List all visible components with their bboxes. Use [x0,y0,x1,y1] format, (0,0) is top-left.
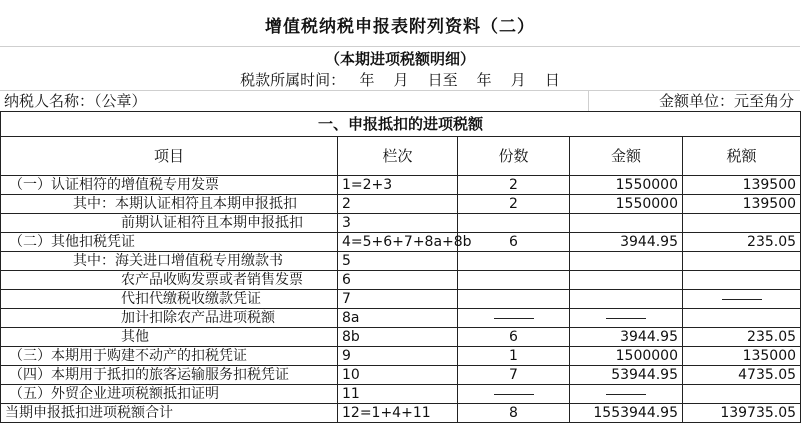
row-count: 2 [458,176,570,195]
row-count: 6 [458,233,570,252]
taxpayer-row-divider [588,91,589,111]
row-amount [570,252,683,271]
row-tax: 135000 [683,347,801,366]
row-tax [683,252,801,271]
row-item: （三）本期用于购建不动产的扣税凭证 [1,347,338,366]
table-row [1,290,801,309]
row-tax: 139500 [683,195,801,214]
row-count [458,309,570,328]
header-column-no: 栏次 [338,137,458,176]
row-tax [683,290,801,309]
row-amount: 3944.95 [570,328,683,347]
row-count [458,385,570,404]
row-column-no: 10 [338,366,458,385]
row-amount: 1553944.95 [570,404,683,423]
row-count [458,214,570,233]
row-amount: 1550000 [570,176,683,195]
input-tax-table [0,111,801,423]
row-column-no: 9 [338,347,458,366]
row-amount [570,309,683,328]
header-item: 项目 [1,137,338,176]
row-column-no: 4=5+6+7+8a+8b [338,233,458,252]
table-row [1,347,801,366]
table-row [1,385,801,404]
amount-unit-label: 金额单位：元至角分 [658,92,794,110]
row-column-no: 1=2+3 [338,176,458,195]
row-item: 代扣代缴税收缴款凭证 [1,290,338,309]
not-applicable-dash [606,318,646,319]
section-title: 一、申报抵扣的进项税额 [1,112,801,137]
row-amount: 53944.95 [570,366,683,385]
table-row [1,366,801,385]
row-tax: 235.05 [683,233,801,252]
row-tax [683,309,801,328]
row-count [458,271,570,290]
row-amount: 1500000 [570,347,683,366]
row-amount: 3944.95 [570,233,683,252]
row-item: 其中：本期认证相符且本期申报抵扣 [1,195,338,214]
row-item: （五）外贸企业进项税额抵扣证明 [1,385,338,404]
row-column-no: 11 [338,385,458,404]
row-tax: 4735.05 [683,366,801,385]
row-amount [570,290,683,309]
row-count: 2 [458,195,570,214]
row-count: 6 [458,328,570,347]
row-item: （四）本期用于抵扣的旅客运输服务扣税凭证 [1,366,338,385]
row-amount [570,385,683,404]
row-count: 8 [458,404,570,423]
row-item: 加计扣除农产品进项税额 [1,309,338,328]
row-column-no: 5 [338,252,458,271]
table-row [1,195,801,214]
row-amount: 1550000 [570,195,683,214]
row-item: 农产品收购发票或者销售发票 [1,271,338,290]
table-row [1,328,801,347]
row-item: （一）认证相符的增值税专用发票 [1,176,338,195]
row-column-no: 8b [338,328,458,347]
row-tax: 139735.05 [683,404,801,423]
row-column-no: 7 [338,290,458,309]
row-count: 7 [458,366,570,385]
row-amount [570,271,683,290]
row-tax [683,385,801,404]
row-column-no: 2 [338,195,458,214]
row-item: 其中：海关进口增值税专用缴款书 [1,252,338,271]
row-count: 1 [458,347,570,366]
table-row [1,233,801,252]
row-tax [683,271,801,290]
table-row [1,271,801,290]
taxpayer-name-label: 纳税人名称：（公章） [4,92,147,110]
section-header-row [1,112,801,137]
row-item: 前期认证相符且本期申报抵扣 [1,214,338,233]
not-applicable-dash [606,394,646,395]
row-column-no: 8a [338,309,458,328]
row-count [458,290,570,309]
header-tax: 税额 [683,137,801,176]
row-column-no: 6 [338,271,458,290]
row-amount [570,214,683,233]
table-row [1,404,801,423]
table-row [1,252,801,271]
row-tax: 139500 [683,176,801,195]
table-row [1,214,801,233]
tax-period: 税款所属时间： 年 月 日至 年 月 日 [240,70,560,89]
row-item: 当期申报抵扣进项税额合计 [1,404,338,423]
not-applicable-dash [494,318,534,319]
not-applicable-dash [494,394,534,395]
form-subtitle: （本期进项税额明细） [324,49,475,68]
taxpayer-row [0,91,800,111]
row-column-no: 12=1+4+11 [338,404,458,423]
row-item: 其他 [1,328,338,347]
not-applicable-dash [722,299,762,300]
header-amount: 金额 [570,137,683,176]
table-header-row [1,137,801,176]
row-item: （二）其他扣税凭证 [1,233,338,252]
table-row [1,309,801,328]
row-column-no: 3 [338,214,458,233]
row-count [458,252,570,271]
header-count: 份数 [458,137,570,176]
row-tax: 235.05 [683,328,801,347]
row-tax [683,214,801,233]
table-row [1,176,801,195]
form-title: 增值税纳税申报表附列资料（二） [265,16,535,37]
